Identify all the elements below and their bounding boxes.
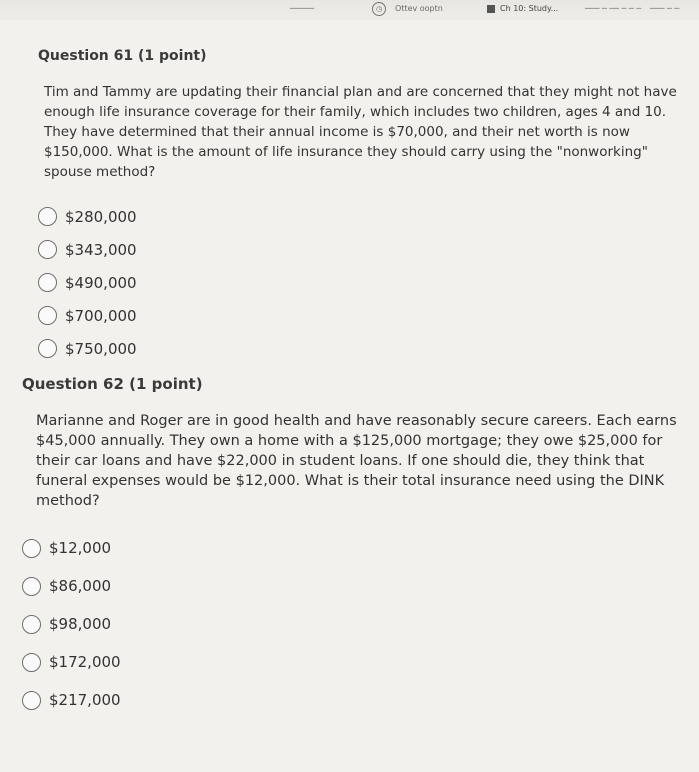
radio-button[interactable]	[22, 615, 41, 634]
question-text: Tim and Tammy are updating their financial plan and are concerned that they might not have enough life insurance coverage for their family, which includes two children, ages 4 and 10. They have determined that their annual income is $70,000, and their net worth is now $150,000. What is the amount of life insurance they should carry using the "nonworking" spouse method?	[44, 84, 677, 180]
top-bar-item[interactable]: Ottev ooptn	[395, 4, 443, 13]
radio-button[interactable]	[38, 240, 57, 259]
browser-tab[interactable]: Ch 10: Study...	[500, 4, 559, 13]
question-text: Marianne and Roger are in good health and have reasonably secure careers. Each earns $45,000 annually. They own a home with a $125,000 mortgage; they owe $25,000 for their car loans and have $22,000 in student loans. If one should die, they think that funeral expenses would be $12,000. What is their total insurance need using the DINK method?	[36, 413, 677, 509]
option-label[interactable]: $86,000	[49, 577, 112, 595]
radio-button[interactable]	[38, 306, 57, 325]
question-62	[22, 375, 682, 719]
radio-button[interactable]	[38, 273, 57, 292]
answer-option[interactable]	[22, 605, 682, 643]
answer-option[interactable]	[22, 529, 682, 567]
option-label[interactable]: $217,000	[49, 691, 121, 709]
question-header: Question 62 (1 point)	[22, 375, 203, 393]
radio-button[interactable]	[38, 339, 57, 358]
top-bar-item: ─── ─ ── ─ ─ ─	[585, 4, 642, 13]
option-label[interactable]: $98,000	[49, 615, 112, 633]
radio-button[interactable]	[38, 207, 57, 226]
top-bar-item: ─── ─ ─	[650, 4, 680, 13]
question-header: Question 61 (1 point)	[38, 48, 207, 64]
answer-option[interactable]	[38, 266, 678, 299]
tab-icon	[487, 5, 495, 13]
option-label[interactable]: $343,000	[65, 240, 137, 259]
option-label[interactable]: $490,000	[65, 273, 137, 292]
answer-option[interactable]	[38, 233, 678, 266]
answer-options	[22, 529, 682, 719]
answer-option[interactable]	[38, 200, 678, 233]
option-label[interactable]: $172,000	[49, 653, 121, 671]
answer-option[interactable]	[38, 332, 678, 365]
question-61	[38, 48, 678, 365]
answer-option[interactable]	[22, 567, 682, 605]
option-label[interactable]: $750,000	[65, 339, 137, 358]
browser-top-bar	[0, 0, 699, 20]
answer-option[interactable]	[22, 643, 682, 681]
top-bar-item: ─────	[290, 4, 315, 13]
answer-option[interactable]	[38, 299, 678, 332]
radio-button[interactable]	[22, 577, 41, 596]
clock-icon: ◷	[372, 2, 386, 16]
radio-button[interactable]	[22, 653, 41, 672]
answer-options	[38, 200, 678, 365]
answer-option[interactable]	[22, 681, 682, 719]
option-label[interactable]: $280,000	[65, 207, 137, 226]
option-label[interactable]: $700,000	[65, 306, 137, 325]
radio-button[interactable]	[22, 691, 41, 710]
radio-button[interactable]	[22, 539, 41, 558]
option-label[interactable]: $12,000	[49, 539, 112, 557]
